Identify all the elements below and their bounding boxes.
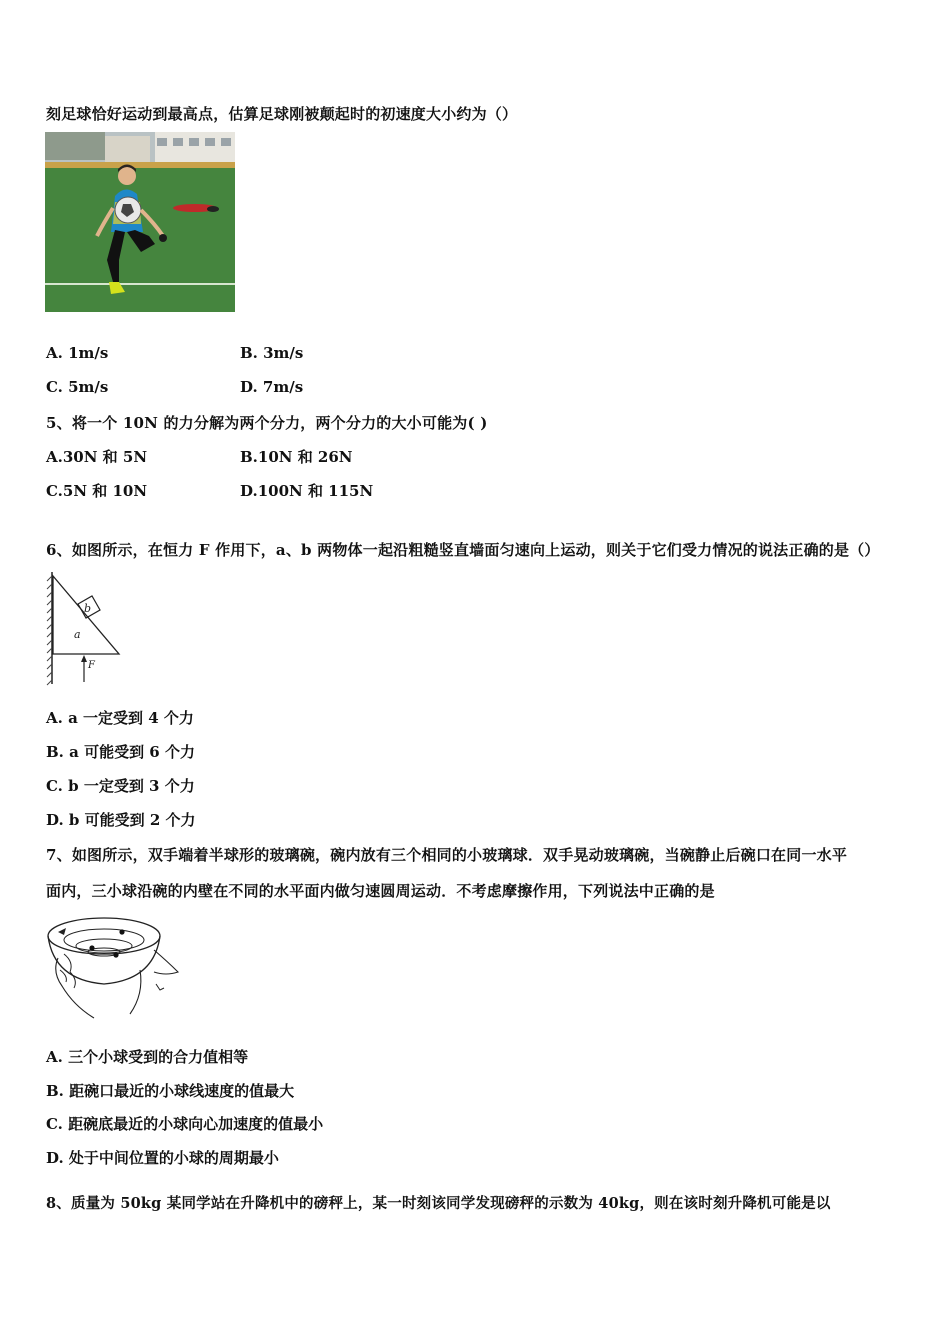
- q6-label-b: b: [84, 602, 92, 615]
- q5-option-a[interactable]: A.30N 和 5N: [46, 448, 148, 466]
- q4-option-c[interactable]: C. 5m/s: [46, 378, 109, 396]
- q6-option-b[interactable]: B. a 可能受到 6 个力: [46, 743, 195, 761]
- q6-label-a: a: [74, 628, 81, 641]
- q5-option-d[interactable]: D.100N 和 115N: [240, 482, 374, 500]
- q4-stem: 刻足球恰好运动到最高点，估算足球刚被颠起时的初速度大小约为（）: [46, 105, 518, 123]
- q4-option-d[interactable]: D. 7m/s: [240, 378, 304, 396]
- q4-option-b[interactable]: B. 3m/s: [240, 344, 304, 362]
- soccer-photo: [45, 132, 235, 312]
- q4-option-a[interactable]: A. 1m/s: [46, 344, 109, 362]
- q6-label-f: F: [88, 660, 95, 671]
- q5-option-b[interactable]: B.10N 和 26N: [240, 448, 353, 466]
- q6-option-d[interactable]: D. b 可能受到 2 个力: [46, 811, 196, 829]
- q7-option-a[interactable]: A. 三个小球受到的合力值相等: [46, 1048, 249, 1066]
- q7-stem-line2: 面内，三小球沿碗的内壁在不同的水平面内做匀速圆周运动．不考虑摩擦作用，下列说法中正确的是: [46, 882, 715, 900]
- q7-option-c[interactable]: C. 距碗底最近的小球向心加速度的值最小: [46, 1115, 324, 1133]
- q5-option-c[interactable]: C.5N 和 10N: [46, 482, 148, 500]
- q5-stem: 5、将一个 10N 的力分解为两个分力，两个分力的大小可能为( ): [46, 414, 488, 432]
- q6-option-c[interactable]: C. b 一定受到 3 个力: [46, 777, 195, 795]
- q6-stem: 6、如图所示，在恒力 F 作用下，a、b 两物体一起沿粗糙竖直墙面匀速向上运动，则关于它们受力情况的说法正确的是（）: [46, 541, 880, 559]
- q6-wall-figure: [44, 570, 134, 692]
- q7-option-d[interactable]: D. 处于中间位置的小球的周期最小: [46, 1149, 279, 1167]
- q7-stem-line1: 7、如图所示，双手端着半球形的玻璃碗，碗内放有三个相同的小玻璃球．双手晃动玻璃碗，当碗静止后碗口在同一水平: [46, 846, 848, 864]
- q8-stem: 8、质量为 50kg 某同学站在升降机中的磅秤上，某一时刻该同学发现磅秤的示数为 40kg，则在该时刻升降机可能是以: [46, 1195, 831, 1212]
- q7-option-b[interactable]: B. 距碗口最近的小球线速度的值最大: [46, 1082, 295, 1100]
- q7-bowl-figure: [44, 910, 184, 1026]
- q6-option-a[interactable]: A. a 一定受到 4 个力: [46, 709, 194, 727]
